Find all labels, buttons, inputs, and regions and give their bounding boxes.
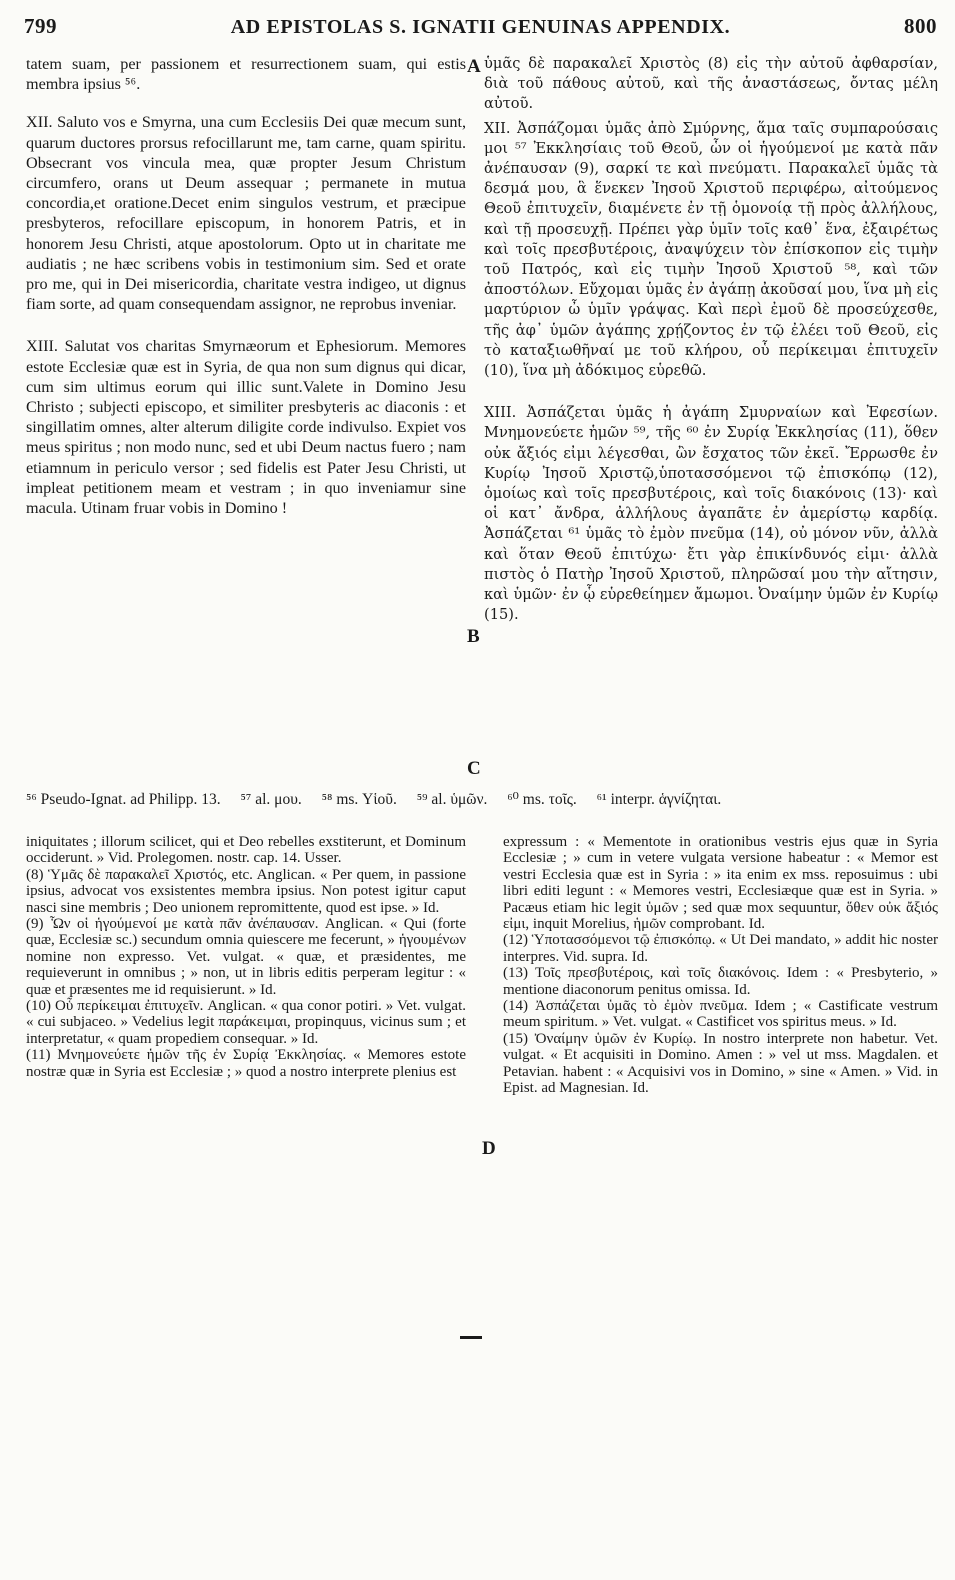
running-header: [24, 14, 937, 44]
note-right-15: (15) Ὀναίμην ὑμῶν ἐν Κυρίῳ. In nostro interprete non habetur. Vet. vulgat. « Et acquisiti in Domino. Amen : » vel ut mss. Magdalen. et Petavian. habent : « Acquisivi vos in Domino, » sine « Amen. » Vid. in Epist. ad Magnesian. Id.: [503, 1030, 938, 1097]
footnote-56: ⁵⁶ Pseudo-Ignat. ad Philipp. 13.: [26, 791, 221, 808]
latin-section-12: XII. Saluto vos e Smyrna, una cum Ecclesiis Dei quæ mecum sunt, quarum ductores prorsus refocillarunt me, tam carne, quam spiritu. Obsecrant vos vincula mea, quæ propter Jesum Christum circumfero, orans ut Deum assequar ; permanete in mutua concordia,et oratione.Decet enim singulos vestrum, et præcipue presbyteros, refocillare episcopum, in honorem Patris, et in honorem Jesu Christi, atque apostolorum. Opto ut in charitate me audiatis ; ne hæc scribens vobis in testimonium sim. Sed et orate pro me, qui in Dei misericordia, charitate vestra indigeo, ut dignus fiam sorte, ad quam consequendam assignor, ne reprobus inveniar.: [26, 113, 466, 314]
footnote-57: ⁵⁷ al. μου.: [240, 791, 302, 808]
note-left-9: (9) Ὧν οἱ ἡγούμενοί με κατὰ πᾶν ἀνέπαυσαν. Anglican. « Qui (forte quæ, Ecclesiæ sc.) secundum omnia quiescere me fecerunt, » ἡγουμένων nomine non expresso. Vet. vulgat. « quæ, et præsidentes, me requieverunt in omnibus ; » non, ut in libris editis perperam legitur : « quæ et præsentes me id requisierunt. » Id.: [26, 916, 466, 998]
footnote-59: ⁵⁹ al. ὑμῶν.: [416, 791, 488, 808]
notes-right-column: [503, 834, 938, 1097]
greek-column: [484, 54, 938, 625]
footnote-58: ⁵⁸ ms. Υἱοῦ.: [321, 791, 397, 808]
margin-letter-d: D: [482, 1138, 496, 1159]
margin-letter-c: C: [467, 758, 481, 779]
note-left-0: iniquitates ; illorum scilicet, qui et Deo rebelles exstiterunt, et Dominum occiderunt. » Vid. Prolegomen. nostr. cap. 14. Usser.: [26, 834, 466, 867]
latin-section-13: XIII. Salutat vos charitas Smyrnæorum et Ephesiorum. Memores estote Ecclesiæ quæ est in Syria, de qua non sum dignus qui dicar, cum sim ultimus eorum qui illic sunt.Valete in Domino Jesu Christo ; subjecti episcopo, et similiter presbyteris ac diaconis : et singillatim omnes, alter alterum diligite corde indivulso. Expiet vos meus spiritus ; non modo nunc, sed et ubi Deum nactus fuero ; nam etiamnum in periculo versor ; sed fidelis est Pater Jesu Christi, ut impleat petitionem meam et vestram ; in quo inveniamur sine macula. Utinam fruar vobis in Domino !: [26, 337, 466, 518]
note-right-13: (13) Τοῖς πρεσβυτέροις, καὶ τοῖς διακόνοις. Idem : « Presbyterio, » mentione diaconorum penitus omissa. Id.: [503, 965, 938, 998]
footnote-60: ⁶⁰ ms. τοῖς.: [507, 791, 577, 808]
notes-left-column: [26, 834, 466, 1080]
page-number-left: 799: [24, 14, 57, 38]
page-number-right: 800: [903, 14, 937, 38]
note-left-8: (8) Ὑμᾶς δὲ παρακαλεῖ Χριστός, etc. Anglican. « Per quem, in passione ipsius, advocat vos exsistentes membra ipsius. Non potest igitur caput nasci sine membris ; Deo unionem repromittente, quod est ipse. » Id.: [26, 866, 466, 916]
note-right-12: (12) Ὑποτασσόμενοι τῷ ἐπισκόπῳ. « Ut Dei mandato, » addit hic noster interpres. Vid. supra. Id.: [503, 932, 938, 965]
note-left-11: (11) Μνημονεύετε ἡμῶν τῆς ἐν Συρίᾳ Ἐκκλησίας. « Memores estote nostræ quæ in Syria est Ecclesiæ ; » quod a nostro interprete plenius est: [26, 1047, 466, 1080]
greek-section-13: XIII. Ἀσπάζεται ὑμᾶς ἡ ἀγάπη Σμυρναίων καὶ Ἐφεσίων. Μνημονεύετε ἡμῶν ⁵⁹, τῆς ⁶⁰ ἐν Συρίᾳ Ἐκκλησίας (11), ὅθεν οὐκ ἄξιός εἰμι λέγεσθαι, ὢν ἔσχατος τῶν ἐκεῖ. Ἔρρωσθε ἐν Κυρίῳ Ἰησοῦ Χριστῷ,ὑποτασσόμενοι τῷ ἐπισκόπῳ (12), ὁμοίως καὶ τοῖς πρεσβυτέροις, καὶ τοῖς διακόνοις (13)· καὶ οἱ κατ᾽ ἄνδρα, ἀλλήλους ἀγαπᾶτε ἐν ἀμερίστῳ καρδίᾳ. Ἀσπάζεται ⁶¹ ὑμᾶς τὸ ἐμὸν πνεῦμα (14), οὐ μόνον νῦν, ἀλλὰ καὶ ὅταν Θεοῦ ἐπιτύχω· ἔτι γὰρ ἐπικίνδυνός εἰμι· ἀλλὰ πιστὸς ὁ Πατὴρ Ἰησοῦ Χριστοῦ, πληρῶσαί μου τὴν αἴτησιν, καὶ ὑμῶν· ἐν ᾧ εὑρεθείημεν ἄμωμοι. Ὀναίμην ὑμῶν ἐν Κυρίῳ (15).: [484, 404, 938, 624]
latin-column: [26, 54, 466, 518]
footnote-61: ⁶¹ interpr. ἁγνίζηται.: [596, 791, 722, 808]
greek-intro: ὑμᾶς δὲ παρακαλεῖ Χριστὸς (8) εἰς τὴν αὐτοῦ ἀφθαρσίαν, διὰ τοῦ πάθους αὐτοῦ, καὶ τῆς ἀναστάσεως, ὄντας μέλη αὐτοῦ.: [484, 55, 938, 113]
note-left-10: (10) Οὗ περίκειμαι ἐπιτυχεῖν. Anglican. « qua conor potiri. » Vet. vulgat. « cui subjaceo. » Vedelius legit παράκειμαι, propinquus, vicinus sum ; et interpretatur, « quam propediem consequar. » Id.: [26, 998, 466, 1047]
end-of-page-rule: [460, 1336, 482, 1339]
margin-letter-a: A: [467, 56, 481, 77]
latin-intro: tatem suam, per passionem et resurrectionem suam, qui estis membra ipsius ⁵⁶.: [26, 55, 466, 94]
running-title: AD EPISTOLAS S. IGNATII GENUINAS APPENDIX.: [230, 16, 731, 38]
greek-section-12: XII. Ἀσπάζομαι ὑμᾶς ἀπὸ Σμύρνης, ἅμα ταῖς συμπαρούσαις μοι ⁵⁷ Ἐκκλησίαις τοῦ Θεοῦ, ὧν οἱ ἡγούμενοί με κατὰ πᾶν ἀνέπαυσαν (9), σαρκί τε καὶ πνεύματι. Παρακαλεῖ ὑμᾶς τὰ δεσμά μου, ἃ ἕνεκεν Ἰησοῦ Χριστοῦ περιφέρω, αἰτούμενος Θεοῦ ἐπιτυχεῖν, διαμένετε ἐν τῇ ὁμονοίᾳ τῇ πρὸς ἀλλήλους, καὶ τῇ προσευχῇ. Πρέπει γὰρ ὑμῖν τοῖς καθ᾽ ἕνα, ἐξαιρέτως καὶ τοῖς πρεσβυτέροις, ἀναψύχειν τὸν ἐπίσκοπον εἰς τιμὴν τοῦ Πατρός, καὶ εἰς τιμὴν Ἰησοῦ Χριστοῦ ⁵⁸, καὶ τῶν ἀποστόλων. Εὔχομαι ὑμᾶς ἐν ἀγάπῃ ἀκοῦσαί μου, ἵνα μὴ εἰς μαρτύριον ὦ ὑμῖν γράψας. Καὶ περὶ ἐμοῦ δὲ προσεύχεσθε, τῆς ἀφ᾽ ὑμῶν ἀγάπης χρῄζοντος ἐν τῷ ἐλέει τοῦ Θεοῦ, εἰς τὸ καταξιωθῆναί με τοῦ κλήρου, οὗ περίκειμαι ἐπιτυχεῖν (10), ἵνα μὴ ἀδόκιμος εὑρεθῶ.: [484, 119, 938, 380]
footnote-row: [26, 790, 938, 810]
margin-letter-b: B: [467, 626, 480, 647]
note-right-11-cont: expressum : « Mementote in orationibus vestris ejus quæ in Syria Ecclesiæ ; » cum in vetere vulgata versione habeatur : « Memor est vestri Ecclesia quæ est in Syria : » ita enim ex mss. reposuimus : ubi libri editi legunt : « Memores vestri, Ecclesiæque quæ est in Syria. » Pacæus etiam hic legit ὑμῶν ; sed quæ mox sequuntur, ὅθεν οὐκ ἄξιός εἰμι, inquit Morelius, ἡμῶν comprobant. Id.: [503, 834, 938, 933]
note-right-14: (14) Ἀσπάζεται ὑμᾶς τὸ ἐμὸν πνεῦμα. Idem ; « Castificate vestrum meum spiritum. » Vet. vulgat. « Castificet vos spiritus meus. » Id.: [503, 998, 938, 1031]
